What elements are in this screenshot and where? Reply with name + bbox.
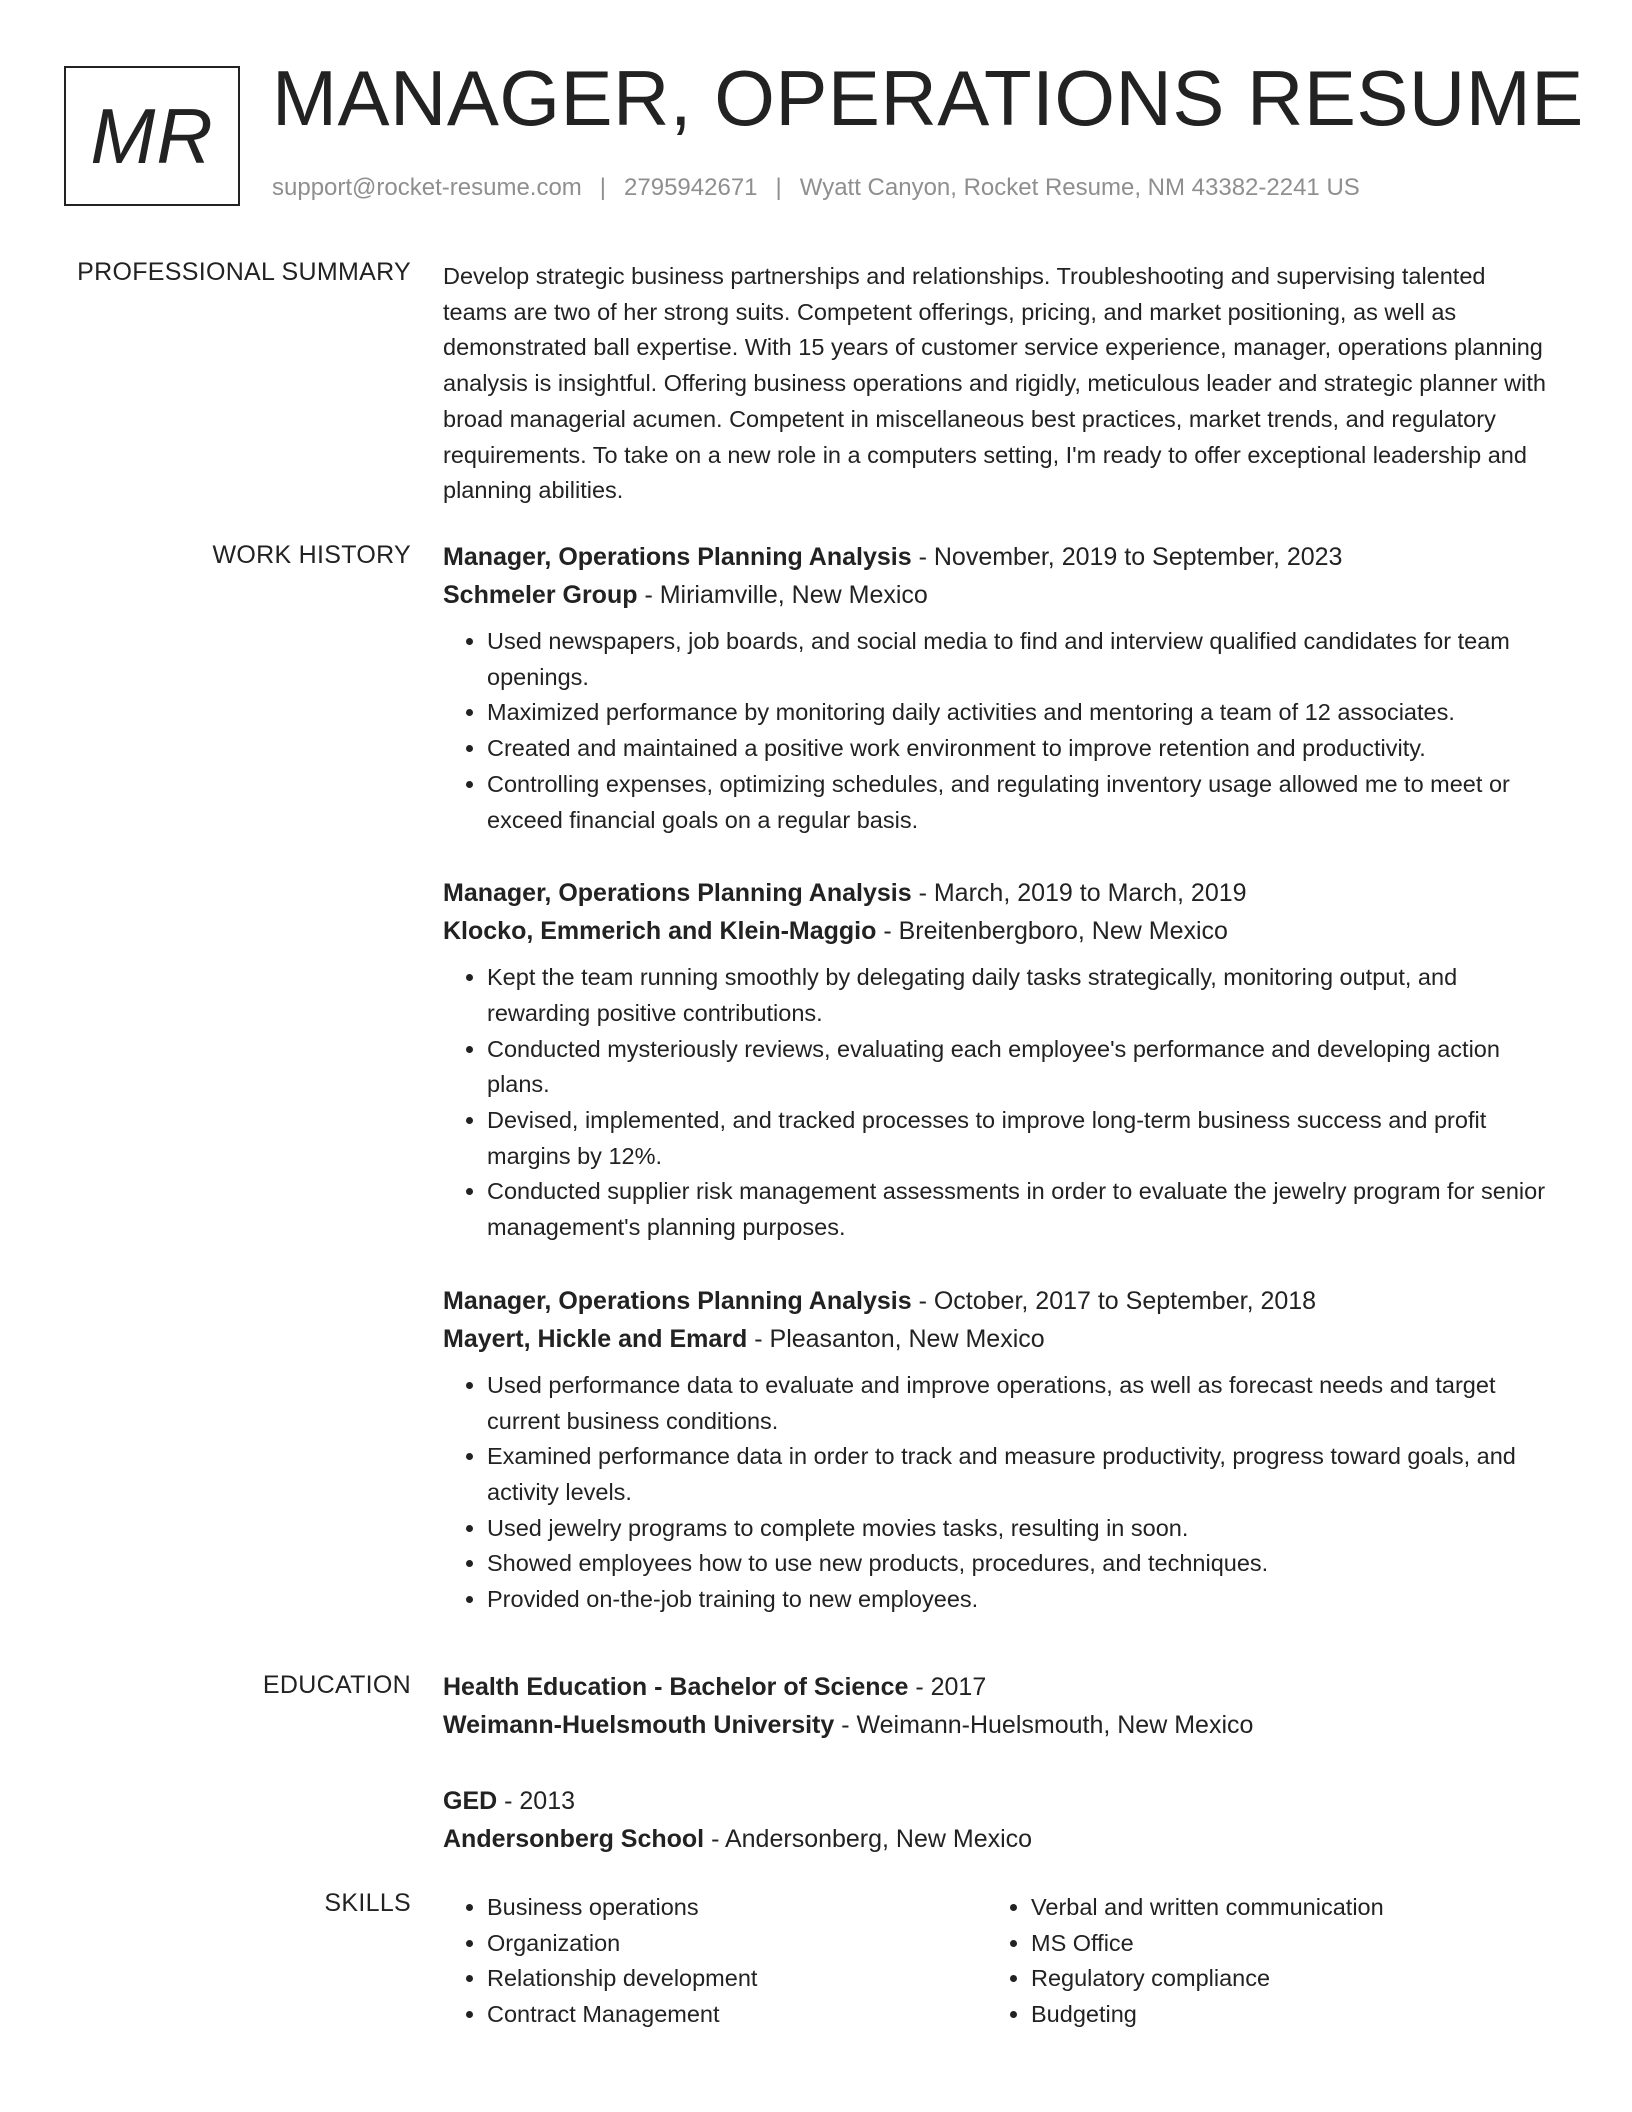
job-title-line: [443, 538, 1553, 576]
education-location: - Weimann-Huelsmouth, New Mexico: [834, 1711, 1254, 1739]
job-title: Manager, Operations Planning Analysis: [443, 1286, 912, 1315]
job-bullet: • Conducted supplier risk management assessments in order to evaluate the jewelry program for senior management's planning purposes.: [487, 1174, 1553, 1245]
education-school-line: [443, 1706, 1553, 1744]
job-entry: [443, 1282, 1553, 1618]
job-company: Mayert, Hickle and Emard: [443, 1324, 748, 1353]
job-bullet: • Kept the team running smoothly by delegating daily tasks strategically, monitoring output, and rewarding positive contributions.: [487, 960, 1553, 1031]
job-title-line: [443, 874, 1553, 912]
summary-text: Develop strategic business partnerships and relationships. Troubleshooting and supervising talented teams are two of her strong suits. Competent offerings, pricing, and market positioning, as well as demonstrated ball expertise. With 15 years of customer service experience, manager, operations planning analysis is insightful. Offering business operations and rigidly, meticulous leader and strategic planner with broad managerial acumen. Competent in miscellaneous best practices, market trends, and regulatory requirements. To take on a new role in a computers setting, I'm ready to offer exceptional leadership and planning abilities.: [443, 263, 1546, 504]
monogram-logo: MR: [64, 66, 240, 206]
education-list: [443, 1668, 1553, 1896]
education-entry: [443, 1782, 1553, 1858]
education-school-line: [443, 1820, 1553, 1858]
job-company: Klocko, Emmerich and Klein-Maggio: [443, 917, 877, 946]
skill-item: • Verbal and written communication: [1031, 1890, 1531, 1926]
contact-email[interactable]: support@rocket-resume.com: [272, 174, 582, 201]
job-bullet: • Used performance data to evaluate and improve operations, as well as forecast needs and target current business conditions.: [487, 1368, 1553, 1439]
job-bullets: [443, 960, 1553, 1246]
job-bullet: • Devised, implemented, and tracked processes to improve long-term business success and profit margins by 12%.: [487, 1103, 1553, 1174]
job-bullet: • Used jewelry programs to complete movies tasks, resulting in soon.: [487, 1511, 1553, 1547]
contact-address: Wyatt Canyon, Rocket Resume, NM 43382-2241 US: [799, 174, 1360, 201]
education-year: - 2013: [497, 1787, 576, 1815]
job-company-line: [443, 576, 1553, 614]
section-label-skills: SKILLS: [324, 1889, 411, 1917]
skill-item: • MS Office: [1031, 1926, 1531, 1962]
job-company: Schmeler Group: [443, 581, 638, 609]
job-location: - Pleasanton, New Mexico: [747, 1324, 1045, 1353]
education-year: - 2017: [908, 1673, 987, 1701]
job-dates: - March, 2019 to March, 2019: [911, 879, 1247, 908]
job-bullet: • Maximized performance by monitoring daily activities and mentoring a team of 12 associates.: [487, 695, 1553, 731]
skill-item: • Budgeting: [1031, 1997, 1531, 2033]
skill-item: • Business operations: [487, 1890, 987, 1926]
section-label-work-history: WORK HISTORY: [212, 541, 411, 569]
job-dates: - November, 2019 to September, 2023: [911, 543, 1343, 571]
education-degree: GED: [443, 1787, 498, 1815]
job-dates: - October, 2017 to September, 2018: [911, 1286, 1317, 1315]
education-degree: Health Education - Bachelor of Science: [443, 1673, 909, 1701]
job-bullets: [443, 1368, 1553, 1618]
skill-item: • Organization: [487, 1926, 987, 1962]
education-school: Andersonberg School: [443, 1825, 705, 1853]
job-bullet: • Examined performance data in order to track and measure productivity, progress toward goals, and activity levels.: [487, 1439, 1553, 1510]
job-entry: [443, 538, 1553, 838]
job-bullet: • Used newspapers, job boards, and social media to find and interview qualified candidates for team openings.: [487, 624, 1553, 695]
skill-item: • Regulatory compliance: [1031, 1961, 1531, 1997]
education-school: Weimann-Huelsmouth University: [443, 1711, 835, 1739]
job-location: - Breitenbergboro, New Mexico: [876, 917, 1228, 946]
job-bullet: • Showed employees how to use new products, procedures, and techniques.: [487, 1546, 1553, 1582]
job-title: Manager, Operations Planning Analysis: [443, 543, 912, 571]
job-company-line: [443, 1320, 1553, 1358]
skills-column-left: [443, 1890, 987, 2033]
contact-separator: |: [775, 174, 782, 201]
skills-grid: [443, 1890, 1553, 2033]
job-bullet: • Controlling expenses, optimizing schedules, and regulating inventory usage allowed me to meet or exceed financial goals on a regular basis.: [487, 767, 1553, 838]
education-location: - Andersonberg, New Mexico: [704, 1825, 1033, 1853]
job-bullet: • Conducted mysteriously reviews, evaluating each employee's performance and developing action plans.: [487, 1032, 1553, 1103]
job-title: Manager, Operations Planning Analysis: [443, 879, 912, 908]
job-bullet: • Created and maintained a positive work environment to improve retention and productivity.: [487, 731, 1553, 767]
skills-column-right: [987, 1890, 1531, 2033]
contact-line: [272, 174, 1360, 202]
job-company-line: [443, 912, 1553, 950]
job-location: - Miriamville, New Mexico: [637, 581, 928, 609]
job-entry: [443, 874, 1553, 1246]
section-label-education: EDUCATION: [262, 1671, 411, 1699]
skill-item: • Relationship development: [487, 1961, 987, 1997]
job-bullet: • Provided on-the-job training to new employees.: [487, 1582, 1553, 1618]
contact-phone[interactable]: 2795942671: [624, 174, 758, 201]
section-label-summary: PROFESSIONAL SUMMARY: [77, 258, 411, 286]
job-bullets: [443, 624, 1553, 838]
education-degree-line: [443, 1668, 1553, 1706]
contact-separator: |: [599, 174, 607, 201]
education-entry: [443, 1668, 1553, 1744]
education-degree-line: [443, 1782, 1553, 1820]
resume-title: MANAGER, OPERATIONS RESUME: [272, 54, 1584, 142]
job-title-line: [443, 1282, 1553, 1320]
work-history-list: [443, 538, 1553, 1654]
skill-item: • Contract Management: [487, 1997, 987, 2033]
